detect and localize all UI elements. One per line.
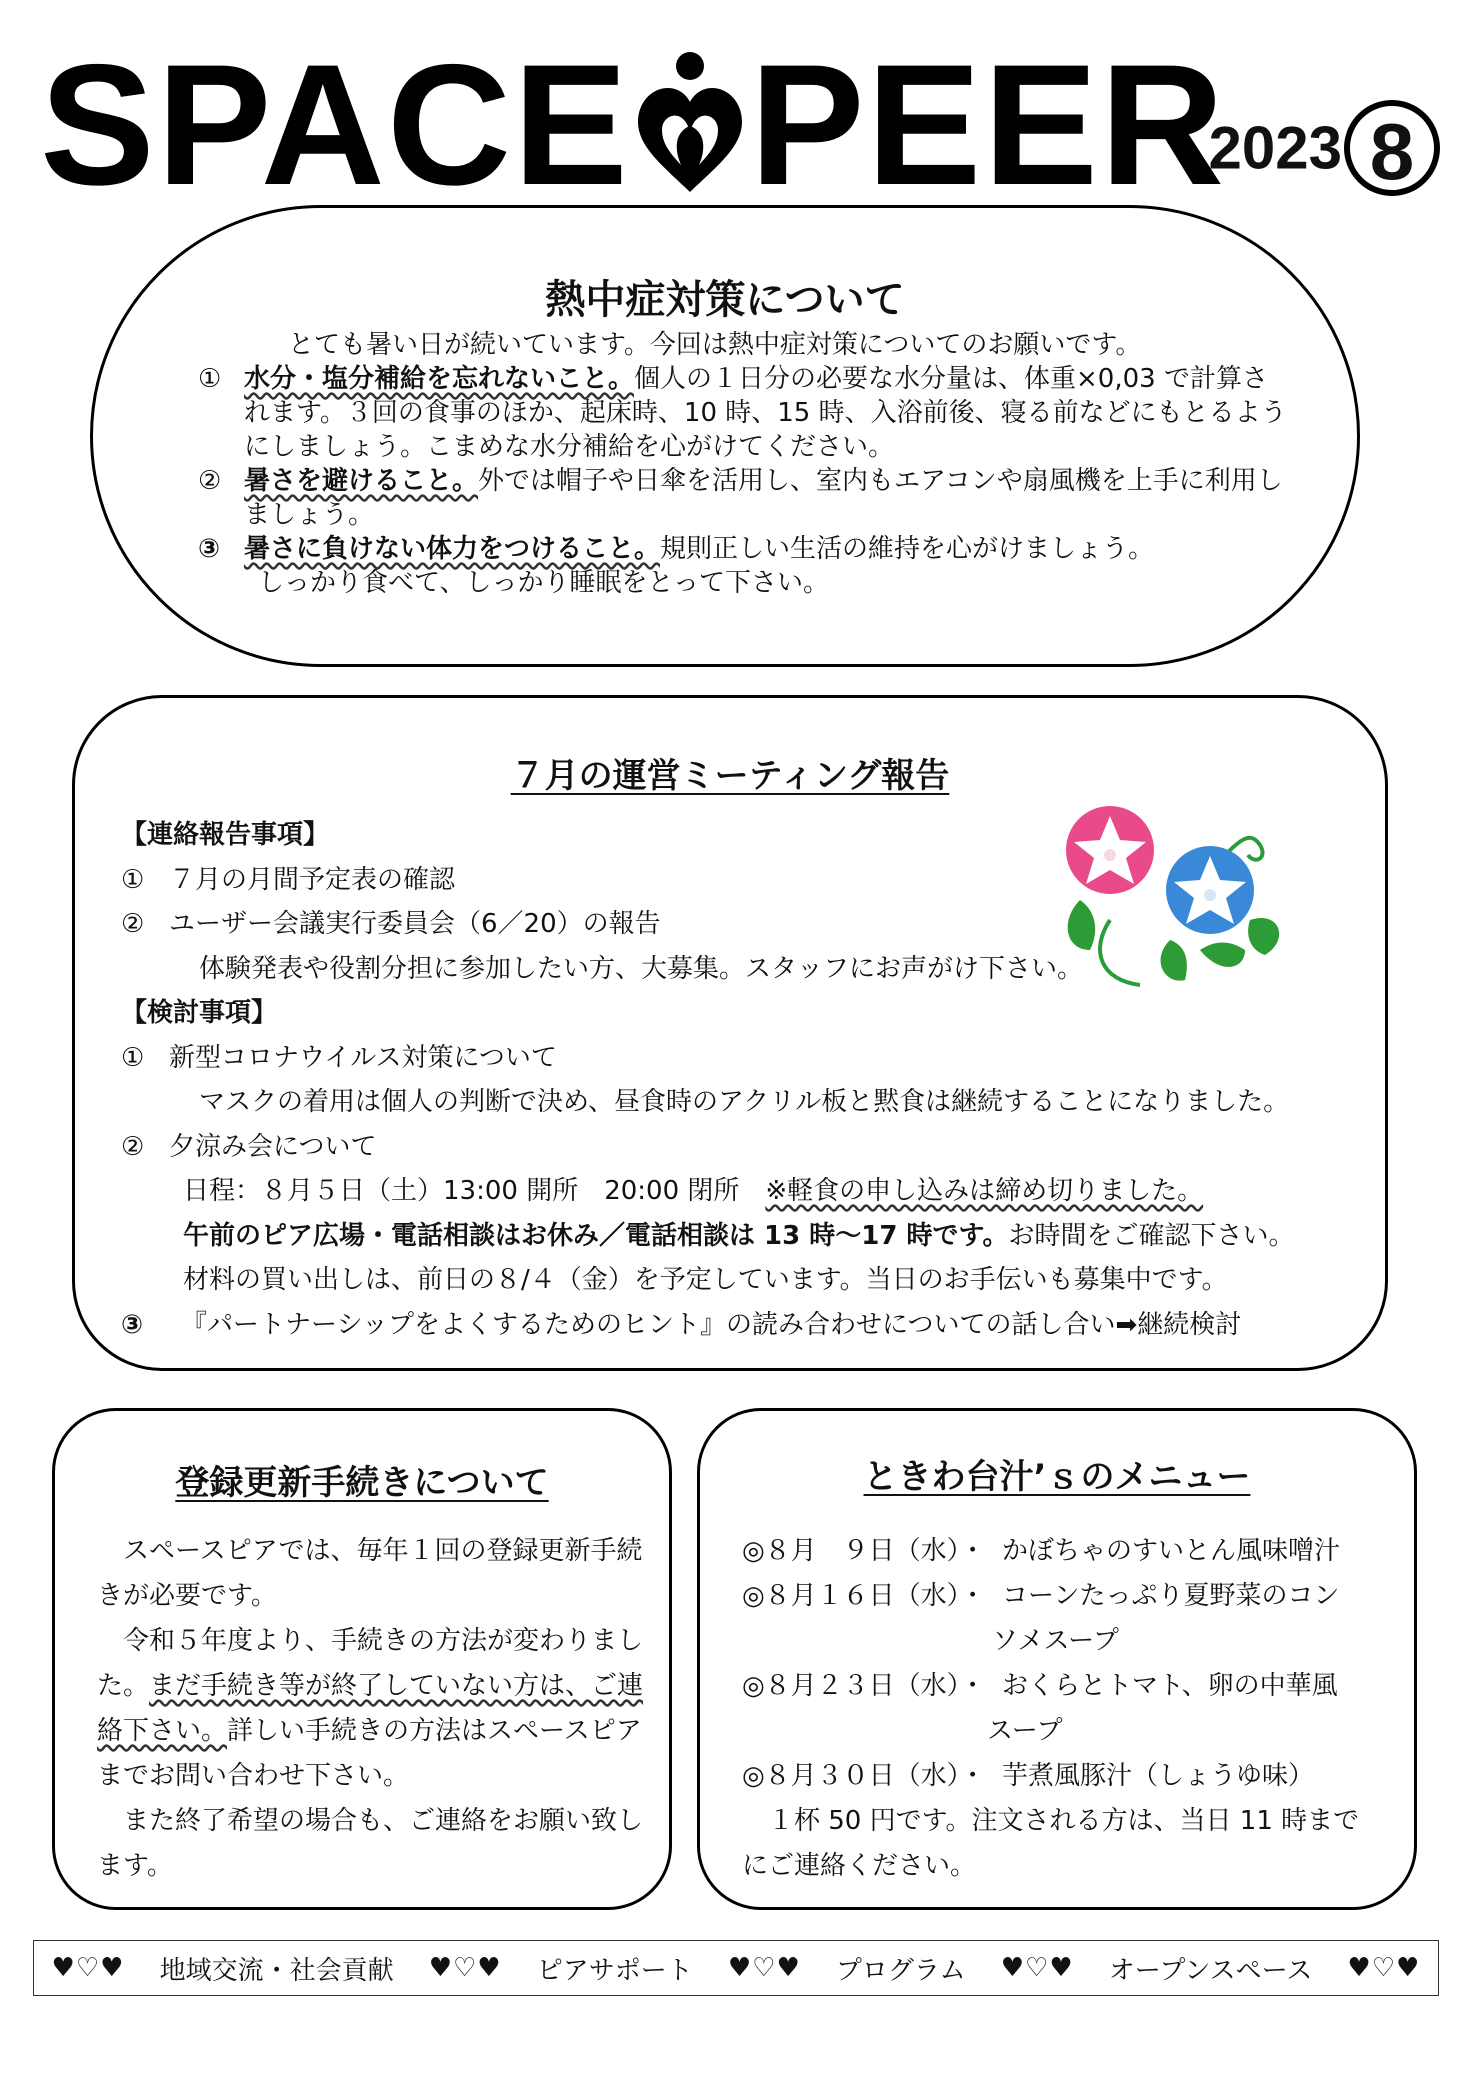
menu-dish-continued: スープ <box>987 1716 1063 1746</box>
discussion-item-1: 新型コロナウイルス対策について <box>169 1042 557 1073</box>
item-number: ② <box>121 1131 145 1162</box>
footer-item-community: 地域交流・社会貢献 <box>159 1955 394 1986</box>
hearts-icon: ♥♡♥ <box>1347 1953 1421 1983</box>
menu-row <box>742 1664 1382 1709</box>
menu-dish: おくらとトマト、卵の中華風 <box>1002 1671 1338 1701</box>
menu-date: ◎８月２３日（水）・ <box>742 1671 986 1701</box>
item-text: 個人の１日分の必要な水分量は、体重×0,03 で計算されます。３回の食事のほか、起床時、10 時、15 時、入浴前後、寝る前などにもとるようにしましょう。こまめな水分補給を心がけてください。 <box>244 364 1287 462</box>
brand-left: SPACE <box>40 29 630 221</box>
hearts-icon: ♥♡♥ <box>428 1953 502 1983</box>
menu-price-note: １杯 50 円です。注文される方は、当日 11 時までにご連絡ください。 <box>742 1806 1360 1881</box>
discussion-item-3: 『パートナーシップをよくするためのヒント』の読み合わせについての話し合い➡継続検討 <box>181 1309 1242 1340</box>
registration-paragraph-3: また終了希望の場合も、ご連絡をお願い致します。 <box>97 1806 644 1881</box>
item-heading: 暑さに負けない体力をつけること。 <box>244 534 661 564</box>
hearts-icon: ♥♡♥ <box>51 1953 125 1983</box>
heatstroke-section <box>90 205 1360 667</box>
menu-dish: 芋煮風豚汁（しょうゆ味） <box>1002 1761 1315 1791</box>
item-number: ③ <box>198 534 221 564</box>
item-text: 外では帽子や日傘を活用し、室内もエアコンや扇風機を上手に利用しましょう。 <box>244 466 1283 530</box>
item-number: ① <box>198 364 222 394</box>
menu-date: ◎８月３０日（水）・ <box>742 1761 986 1791</box>
meeting-report-section <box>72 695 1388 1371</box>
item-heading: 暑さを避けること。 <box>244 466 479 496</box>
footer-item-program: プログラム <box>835 1955 966 1986</box>
registration-section <box>52 1408 672 1910</box>
item-number: ② <box>121 909 145 939</box>
registration-paragraph-2b: 詳しい手続きの方法はスペースピアまでお問い合わせ下さい。 <box>97 1716 642 1791</box>
issue-year: 2023 <box>1208 114 1342 182</box>
menu-body <box>742 1529 1382 1889</box>
heatstroke-title: 熱中症対策について <box>545 277 905 323</box>
soup-menu-section <box>697 1408 1417 1910</box>
event-schedule-note: ※軽食の申し込みは締め切りました。 <box>765 1176 1204 1206</box>
registration-body <box>97 1529 647 1889</box>
hearts-icon: ♥♡♥ <box>727 1953 801 1983</box>
footer-item-open-space: オープンスペース <box>1108 1955 1313 1986</box>
item-text-2: しっかり食べて、しっかり睡眠をとって下さい。 <box>258 568 829 598</box>
discussion-item-1-detail: マスクの着用は個人の判断で決め、昼食時のアクリル板と黙食は継続することになりました。 <box>199 1087 1290 1117</box>
item-number: ③ <box>121 1309 144 1340</box>
item-heading: 水分・塩分補給を忘れないこと。 <box>244 364 635 394</box>
heatstroke-body <box>198 328 1288 600</box>
issue-label <box>1209 100 1440 196</box>
menu-row <box>742 1754 1382 1799</box>
event-notice: お時間をご確認下さい。 <box>1008 1220 1295 1251</box>
report-item-2-detail: 体験発表や役割分担に参加したい方、大募集。スタッフにお声がけ下さい。 <box>199 953 1084 984</box>
registration-paragraph-2-underlined: まだ手続き等が終了していない方は、ご連絡下さい。 <box>97 1671 644 1746</box>
section-heading-discussion: 【検討事項】 <box>121 998 278 1028</box>
registration-paragraph-1: スペースピアでは、毎年１回の登録更新手続きが必要です。 <box>97 1536 643 1611</box>
section-heading-reports: 【連絡報告事項】 <box>121 820 330 850</box>
item-text: 規則正しい生活の維持を心がけましょう。 <box>660 534 1155 564</box>
item-number: ① <box>121 1042 145 1073</box>
footer-item-peer-support: ピアサポート <box>536 1955 693 1986</box>
morning-glory-illustration <box>1050 800 1290 1000</box>
heart-person-icon <box>634 42 746 192</box>
heatstroke-item-1 <box>198 362 1288 464</box>
event-notice-bold: 午前のピア広場・電話相談はお休み／電話相談は 13 時～17 時です。 <box>183 1220 1009 1251</box>
heatstroke-item-2 <box>198 464 1288 532</box>
discussion-item-2: 夕涼み会について <box>169 1131 377 1162</box>
hearts-icon: ♥♡♥ <box>1000 1953 1074 1983</box>
menu-dish: コーンたっぷり夏野菜のコン <box>1002 1581 1340 1611</box>
registration-paragraph-2a: 令和５年度より、手続きの方法が変わりました。 <box>97 1626 644 1701</box>
masthead <box>40 29 1460 221</box>
report-item-2: ユーザー会議実行委員会（6／20）の報告 <box>169 909 661 939</box>
footer-bar <box>33 1940 1439 1996</box>
heatstroke-intro: とても暑い日が続いています。今回は熱中症対策についてのお願いです。 <box>288 330 1142 360</box>
issue-number: 8 <box>1344 100 1440 196</box>
menu-dish: かぼちゃのすいとん風味噌汁 <box>1002 1536 1341 1566</box>
item-number: ② <box>198 466 222 496</box>
event-shopping: 材料の買い出しは、前日の８/４（金）を予定しています。当日のお手伝いも募集中です。 <box>183 1265 1228 1295</box>
brand-right: PEER <box>749 29 1227 221</box>
menu-date: ◎８月 ９日（水）・ <box>742 1536 986 1566</box>
item-number: ① <box>121 864 145 895</box>
brand-logo <box>40 29 1227 221</box>
meeting-title: ７月の運営ミーティング報告 <box>510 756 950 796</box>
menu-dish-continued: ソメスープ <box>992 1626 1119 1656</box>
report-item-1: ７月の月間予定表の確認 <box>169 864 456 895</box>
heatstroke-item-3 <box>198 532 1288 600</box>
registration-title: 登録更新手続きについて <box>175 1463 549 1503</box>
menu-row <box>742 1574 1382 1619</box>
menu-row <box>742 1529 1382 1574</box>
menu-date: ◎８月１６日（水）・ <box>742 1581 986 1611</box>
menu-title: ときわ台汁’ｓのメニュー <box>863 1457 1251 1497</box>
event-schedule: 日程：８月５日（土）13:00 開所 20:00 閉所 <box>183 1176 766 1206</box>
